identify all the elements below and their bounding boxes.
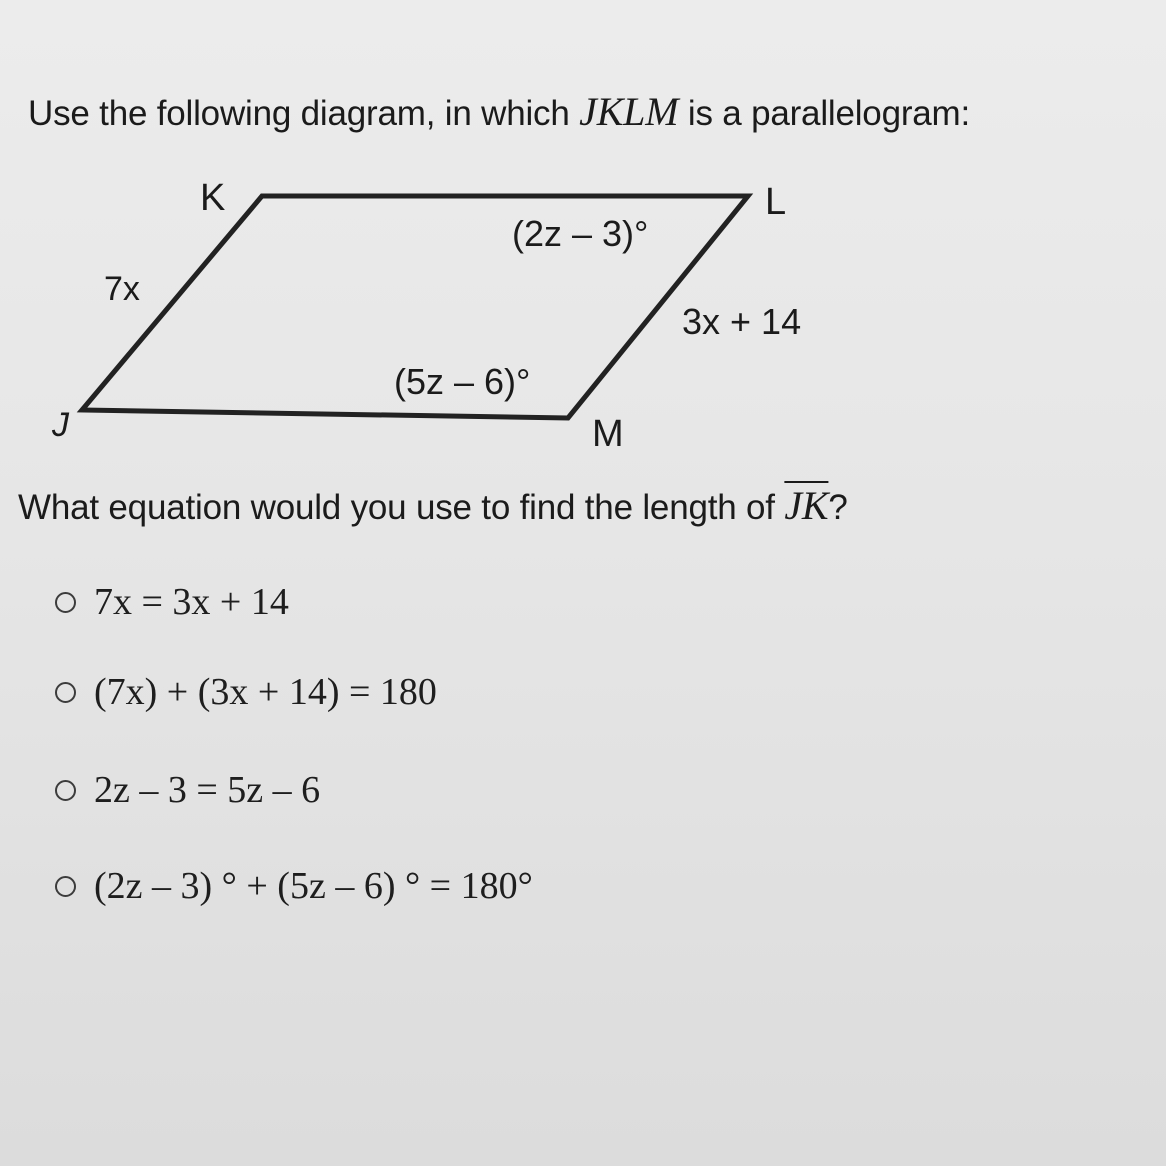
segment-jk: $\overline{JK}$ [784,483,829,528]
prompt-after: is a parallelogram: [687,94,971,133]
answer-option-4[interactable] [55,864,533,908]
radio-button-1[interactable] [55,592,76,613]
radio-button-2[interactable] [55,682,76,703]
answer-option-label: (7x) + (3x + 14) = 180 [94,671,437,713]
answer-option-label: (2z – 3) ° + (5z – 6) ° = 180° [94,865,533,907]
side-lm-label: 3x + 14 [682,301,802,342]
answer-option-3[interactable] [55,768,320,812]
answer-option-label: 7x = 3x + 14 [94,581,289,623]
question-text [18,482,848,529]
radio-button-3[interactable] [55,780,76,801]
side-jk-label: 7x [104,270,140,308]
vertex-label-m: M [592,413,624,455]
answer-option-2[interactable] [55,670,437,714]
question-before: What equation would you use to find the length of [18,488,775,527]
radio-button-4[interactable] [55,876,76,897]
prompt-before: Use the following diagram, in which [28,94,570,133]
answer-option-label: 2z – 3 = 5z – 6 [94,769,321,811]
vertex-label-k: K [200,177,226,219]
shape-name: JKLM [579,89,679,134]
question-after: ? [828,488,848,527]
answer-option-1[interactable] [55,580,289,624]
vertex-label-j: J [52,406,69,444]
parallelogram-diagram [0,160,1166,460]
angle-m-label: (5z – 6)° [394,361,531,402]
angle-l-label: (2z – 3)° [512,213,649,254]
prompt-text [28,88,970,135]
vertex-label-l: L [765,181,787,223]
